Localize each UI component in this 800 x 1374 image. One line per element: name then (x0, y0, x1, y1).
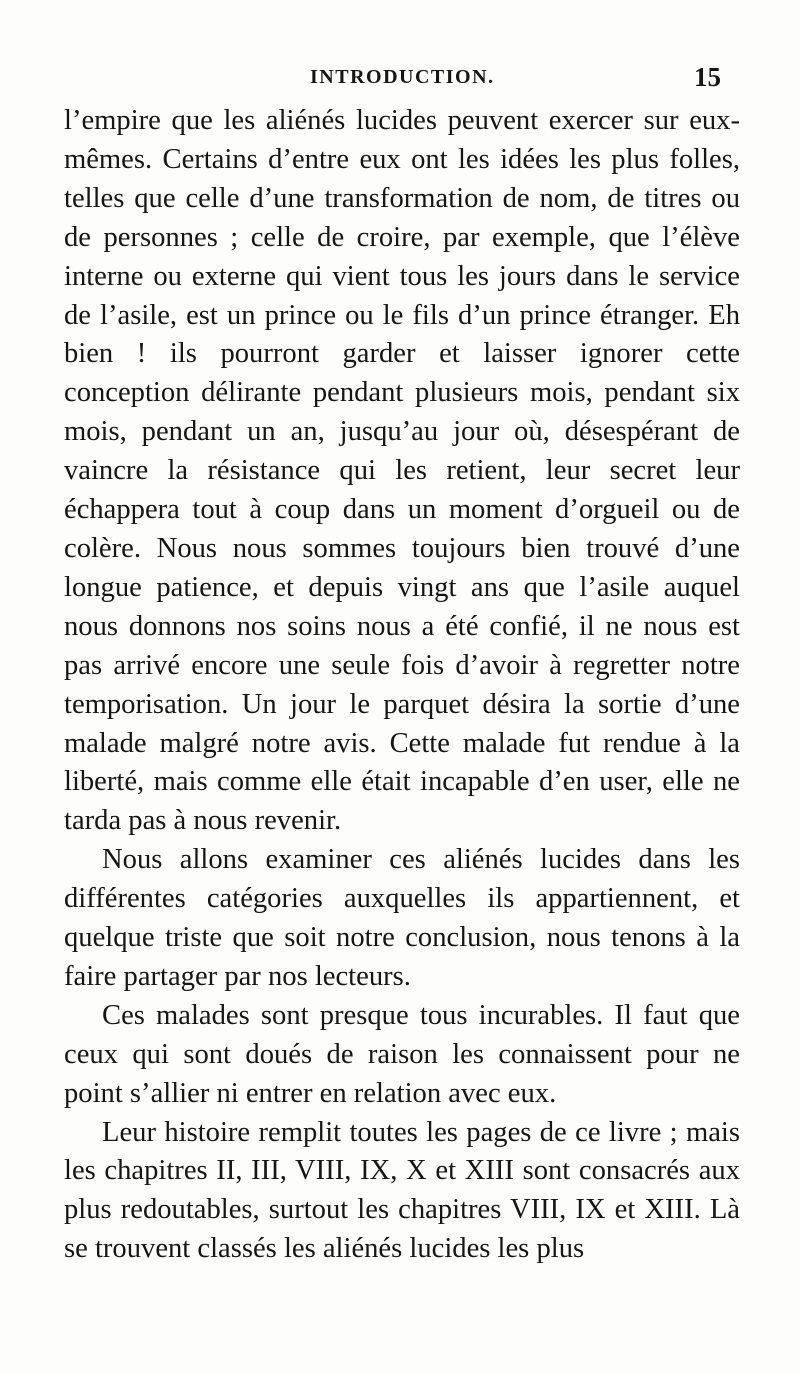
running-title: INTRODUCTION. (310, 66, 495, 88)
paragraph: Ces malades sont presque tous incurables. Il faut que ceux qui sont doués de raison les connaissent pour ne point s’allier ni entrer en relation avec eux. (64, 999, 740, 1109)
paragraph: Leur histoire remplit toutes les pages de ce livre ; mais les chapitres II, III, VIII, IX, X et XIII sont consacrés aux plus redoutables, surtout les chapitres VIII, IX et XIII. Là se trouvent classés les aliénés lucides les plus (64, 1116, 740, 1265)
body-text (64, 102, 740, 1269)
paragraph: Nous allons examiner ces aliénés lucides dans les différentes catégories auxquelles ils appartiennent, et quelque triste que soit notre conclusion, nous tenons à la faire partager par nos lecteurs. (64, 844, 740, 992)
paragraph-continued: l’empire que les aliénés lucides peuvent exercer sur eux-mêmes. Certains d’entre eux ont les idées les plus folles, telles que celle d’une transformation de nom, de titres ou de personnes ; celle de croire, par exemple, que l’élève interne ou externe qui vient tous les jours dans le service de l’asile, est un prince ou le fils d’un prince étranger. Eh bien ! ils pourront garder et laisser ignorer cette conception délirante pendant plusieurs mois, pendant six mois, pendant un an, jusqu’au jour où, désespérant de vaincre la résistance qui les retient, leur secret leur échappera tout à coup dans un moment d’orgueil ou de colère. Nous nous sommes toujours bien trouvé d’une longue patience, et depuis vingt ans que l’asile auquel nous donnons nos soins nous a été confié, il ne nous est pas arrivé encore une seule fois d’avoir à regretter notre temporisation. Un jour le parquet désira la sortie d’une malade malgré notre avis. Cette malade fut rendue à la liberté, mais comme elle était incapable d’en user, elle ne tarda pas à nous revenir. (64, 105, 740, 837)
page-number: 15 (694, 62, 721, 92)
running-head (0, 62, 800, 102)
